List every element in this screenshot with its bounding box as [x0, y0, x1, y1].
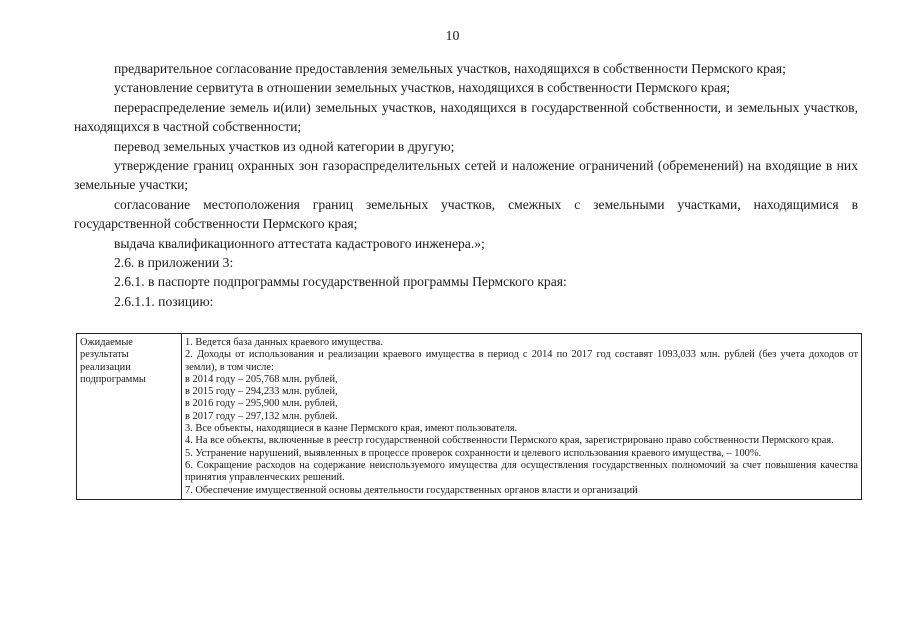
paragraph: перевод земельных участков из одной категории в другую;	[114, 138, 455, 154]
section-heading: 2.6.1. в паспорте подпрограммы государственной программы Пермского края:	[114, 274, 567, 290]
result-item: в 2017 году – 297,132 млн. рублей.	[185, 410, 338, 422]
paragraph: выдача квалификационного аттестата кадастрового инженера.»;	[114, 235, 485, 251]
results-table	[76, 333, 862, 500]
section-heading: 2.6.1.1. позицию:	[114, 293, 214, 309]
result-item: 1. Ведется база данных краевого имущества.	[185, 337, 383, 348]
result-item: 4. На все объекты, включенные в реестр государственной собственности Пермского края, зарегистрировано право собственности Пермского края.	[185, 435, 834, 447]
table-results-cell	[182, 334, 862, 500]
result-item: 2. Доходы от использования и реализации краевого имущества в период с 2014 по 2017 год составят 1093,033 млн. рублей (без учета доходов от земли), в том числе:	[185, 349, 858, 373]
page-number: 10	[445, 29, 460, 44]
result-item: 3. Все объекты, находящиеся в казне Пермского края, имеют пользователя.	[185, 423, 518, 435]
result-item: в 2016 году – 295,900 млн. рублей,	[185, 398, 338, 410]
paragraph: предварительное согласование предоставления земельных участков, находящихся в собственности Пермского края;	[114, 61, 786, 76]
body-text	[74, 59, 858, 311]
table-row	[77, 334, 862, 500]
result-item: 5. Устранение нарушений, выявленных в процессе проверок сохранности и целевого использования краевого имущества, – 100%.	[185, 447, 762, 459]
result-item: 6. Сокращение расходов на содержание неиспользуемого имущества для осуществления государственных полномочий за счет повышения качества принятия управленческих решений.	[185, 459, 858, 484]
result-item: в 2014 году – 205,768 млн. рублей,	[185, 373, 338, 385]
paragraph: перераспределение земель и(или) земельных участков, находящихся в государственной собственности, и земельных участков, находящихся в частной собственности;	[74, 99, 858, 135]
paragraph: согласование местоположения границ земельных участков, смежных с земельными участками, находящимися в государственной собственности Пермского края;	[74, 196, 858, 232]
result-item: 7. Обеспечение имущественной основы деятельности государственных органов власти и организаций	[185, 484, 638, 496]
paragraph: установление сервитута в отношении земельных участков, находящихся в собственности Пермского края;	[114, 80, 731, 96]
paragraph: утверждение границ охранных зон газораспределительных сетей и наложение ограничений (обременений) на входящие в них земельные участки;	[74, 158, 858, 193]
section-heading: 2.6. в приложении 3:	[114, 255, 234, 271]
table-label-cell: Ожидаемые результаты реализации подпрограммы	[77, 334, 182, 500]
result-item: в 2015 году – 294,233 млн. рублей,	[185, 386, 338, 398]
